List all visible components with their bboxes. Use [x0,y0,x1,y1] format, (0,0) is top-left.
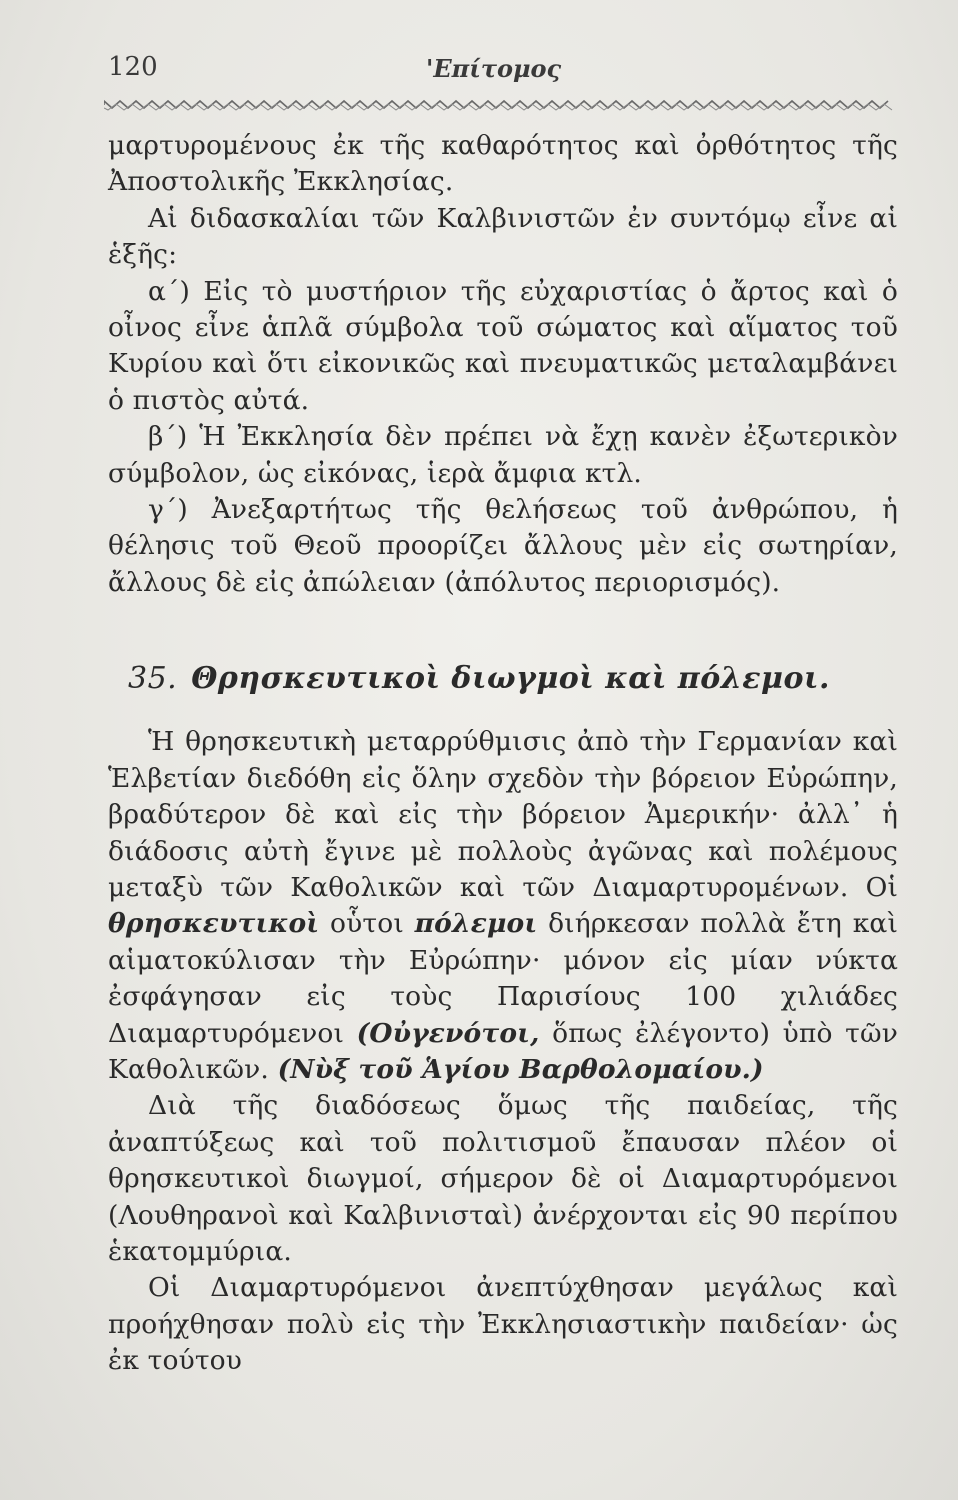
list-item-c: γ΄) Ἀνεξαρτήτως τῆς θελήσεως τοῦ ἀνθρώπου, ἡ θέλησις τοῦ Θεοῦ προορίζει ἄλλους μὲν εἰς σωτηρίαν, ἄλλους δὲ εἰς ἀπώλειαν (ἀπόλυτος περιορισμός). [108,494,898,598]
section-title: Θρησκευτικοὶ διωγμοὶ καὶ πόλεμοι. [191,661,830,697]
list-item-a: α΄) Εἰς τὸ μυστήριον τῆς εὐχαριστίας ὁ ἄρτος καὶ ὁ οἶνος εἶνε ἁπλᾶ σύμβολα τοῦ σώματος καὶ αἵματος τοῦ Κυρίου καὶ ὅτι εἰκονικῶς καὶ πνευματικῶς μεταλαμβάνει ὁ πιστὸς αὐτά. [108,275,898,416]
text-run: διήρκεσαν πολλὰ ἔτη καὶ αἱματοκύλισαν τὴν Εὐρώπην· μόνον εἰς μίαν νύκτα ἐσφάγησαν εἰς τοὺς Παρισίους 100 χιλιάδες Διαμαρτυρόμενοι [108,908,898,1049]
section-number: 35. [128,661,178,697]
paragraph-calvinist-teachings: Αἱ διδασκαλίαι τῶν Καλβινιστῶν ἐν συντόμῳ εἶνε αἱ ἑξῆς: [108,202,898,271]
emphasis-huguenots: (Οὐγενότοι, [356,1017,540,1049]
list-item-b: β΄) Ἡ Ἐκκλησία δὲν πρέπει νὰ ἔχῃ κανὲν ἐξωτερικὸν σύμβολον, ὡς εἰκόνας, ἱερὰ ἄμφια κτλ. [108,421,898,489]
page-body [108,128,898,1380]
page-header [108,52,898,94]
paragraph-religious-wars [108,724,898,1088]
paragraph-continuation: μαρτυρομένους ἐκ τῆς καθαρότητος καὶ ὀρθότητος τῆς Ἀποστολικῆς Ἐκκλησίας. [108,130,898,198]
wavy-rule-ornament [104,96,894,114]
paragraph-education: Διὰ τῆς διαδόσεως ὅμως τῆς παιδείας, τῆς ἀναπτύξεως καὶ τοῦ πολιτισμοῦ ἔπαυσαν πλέον οἱ θρησκευτικοὶ διωγμοί, σήμερον δὲ οἱ Διαμαρτυρόμενοι (Λουθηρανοὶ καὶ Καλβινισταὶ) ἀνέρχονται εἰς 90 περίπου ἑκατομμύρια. [108,1090,898,1267]
text-run: οὗτοι [319,908,415,940]
paragraph-protestants: Οἱ Διαμαρτυρόμενοι ἀνεπτύχθησαν μεγάλως καὶ προήχθησαν πολὺ εἰς τὴν Ἐκκλησιαστικὴν παιδείαν· ὡς ἐκ τούτου [108,1272,898,1377]
text-run: ὅπως ἐλέγοντο) ὑπὸ τῶν Καθολικῶν. [108,1017,898,1085]
section-heading [128,661,898,696]
emphasis-wars: πόλεμοι [414,908,538,940]
text-run: Ἡ θρησκευτικὴ μεταρρύθμισις ἀπὸ τὴν Γερμανίαν καὶ Ἑλβετίαν διεδόθη εἰς ὅλην σχεδὸν τὴν βόρειον Εὐρώπην, βραδύτερον δὲ καὶ εἰς τὴν βόρειον Ἀμερικήν· ἀλλ᾿ ἡ διάδοσις αὐτὴ ἔγινε μὲ πολλοὺς ἀγῶνας καὶ πολέμους μεταξὺ τῶν Καθολικῶν καὶ τῶν Διαμαρτυρομένων. Οἱ [108,726,898,903]
page-number: 120 [108,52,158,82]
emphasis-religious: θρησκευτικοὶ [108,908,320,940]
running-title: 'Επίτομος [426,54,562,83]
emphasis-bartholomew-night: (Νὺξ τοῦ Ἁγίου Βαρθολομαίου.) [277,1053,764,1085]
